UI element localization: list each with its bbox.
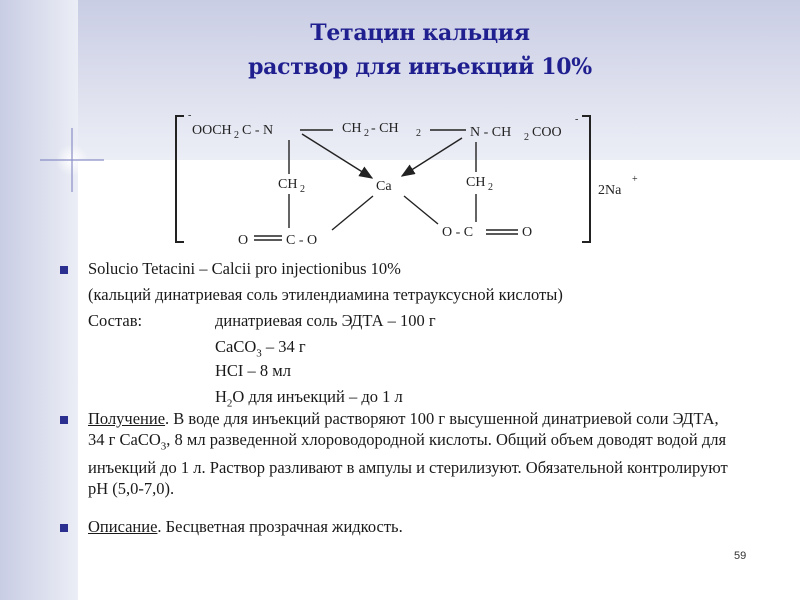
minus-sign-right: - — [575, 114, 579, 125]
description-text: (кальций динатриевая соль этилендиамина тетрауксусной кислоты) — [88, 285, 563, 304]
background-left-band — [0, 0, 78, 600]
formula-counter-charge: + — [632, 174, 638, 185]
formula-ch2-left: CH — [278, 177, 298, 192]
formula-bridge-sub2: 2 — [416, 128, 421, 139]
formula-bridge-ch2: - CH — [371, 121, 399, 136]
composition-item-4: $H_2O$ для инъекций – до 1 л — [215, 387, 403, 410]
formula-left-sub: 2 — [234, 130, 239, 141]
latin-name-text: Solucio Tetacini – Calcii pro injectionibus 10% — [88, 259, 401, 278]
preparation-label: Получение — [88, 409, 166, 428]
formula-left-cn: C - N — [242, 123, 274, 138]
formula-o-left: O — [238, 233, 249, 248]
formula-o-right: O — [522, 225, 533, 240]
bullet-icon — [60, 524, 68, 532]
formula-right-sub: 2 — [524, 132, 529, 143]
structural-formula — [170, 108, 650, 250]
composition-item-1: динатриевая соль ЭДТА – 100 г — [215, 311, 436, 330]
composition-item-2: CaCO$_3$ – 34 г — [215, 337, 306, 360]
formula-ch2-right-sub: 2 — [488, 182, 493, 193]
formula-ch2-left-sub: 2 — [300, 184, 305, 195]
formula-bridge-ch: CH — [342, 121, 362, 136]
bullet-icon — [60, 266, 68, 274]
bullet-icon — [60, 416, 68, 424]
formula-ch2-right: CH — [466, 175, 486, 190]
slide-title-line2: раствор для инъекций 10% — [248, 54, 592, 80]
composition-item-3: HCI – 8 мл — [215, 361, 291, 380]
formula-ca: Ca — [376, 179, 392, 194]
page-number: 59 — [734, 550, 747, 562]
formula-o-c-right: O - C — [442, 225, 474, 240]
formula-right-coo: COO — [532, 125, 562, 140]
left-bracket — [176, 116, 184, 242]
formula-left-ooch: OOCH — [192, 123, 232, 138]
preparation-text: Получение. В воде для инъекций растворяют 100 г высушенной динатриевой соли ЭДТА, 34 г CaCO$_3$, 8 мл разведенной хлороводородной кислоты. Общий объем доводят водой для инъекций до 1 л. Раствор разливают в ампулы и стерилизуют. Обязательной контролируют pH (5,0-7,0). — [88, 409, 728, 499]
description-label: Описание — [88, 517, 158, 536]
formula-right-n: N - CH — [470, 125, 512, 140]
formula-bridge-sub1: 2 — [364, 128, 369, 139]
description-item: Описание. Бесцветная прозрачная жидкость. — [88, 517, 403, 536]
slide-title-line1: Тетацин кальция — [310, 20, 530, 46]
composition-label: Состав: — [88, 311, 143, 330]
right-bracket — [582, 116, 590, 242]
formula-counter-ion: 2Na — [598, 183, 622, 198]
formula-c-o-left: C - O — [286, 233, 318, 248]
sparkle-icon — [40, 128, 104, 192]
minus-sign-left: - — [188, 110, 192, 121]
